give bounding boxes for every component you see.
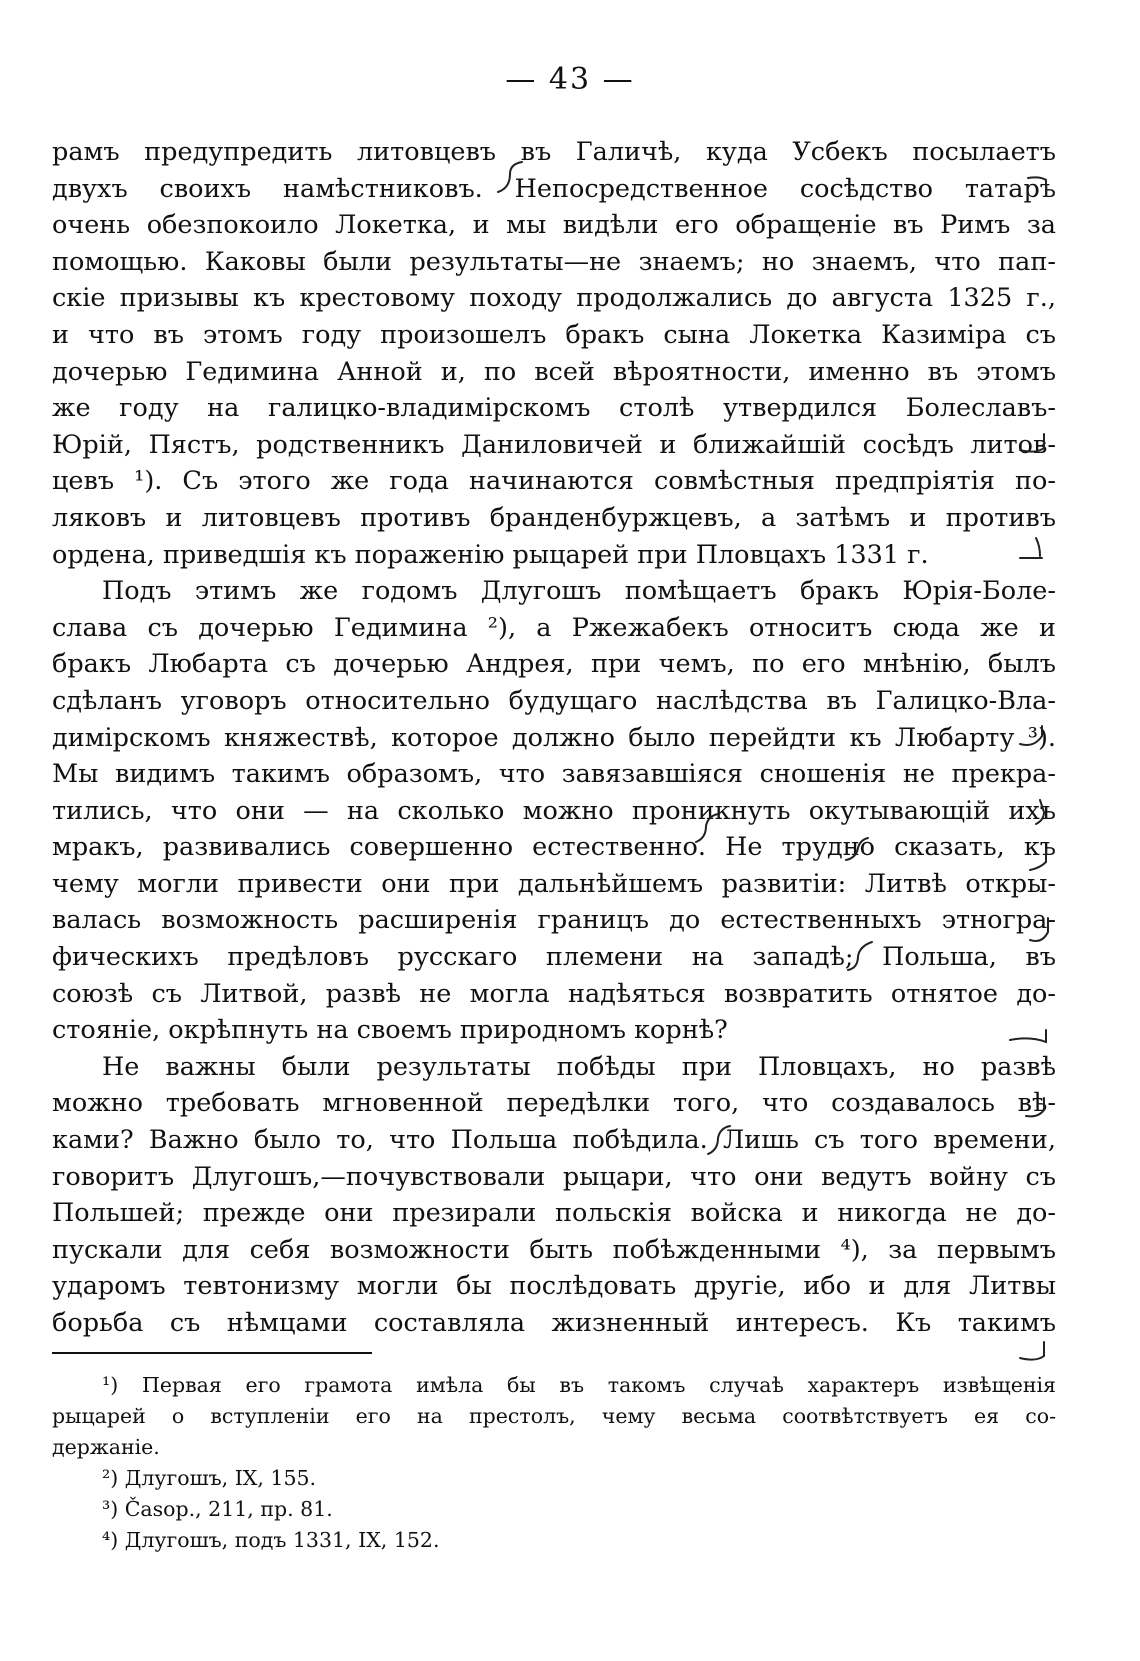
text-line: Польшей; прежде они презирали польскія войска и никогда не до-: [52, 1198, 1056, 1229]
text-line: валась возможность расширенія границъ до естественныхъ этногра-: [52, 905, 1056, 936]
text-line: цевъ ¹). Съ этого же года начинаются совмѣстныя предпріятія по-: [52, 466, 1056, 497]
text-line: помощью. Каковы были результаты—не знаемъ; но знаемъ, что пап-: [52, 246, 1056, 277]
bracket-mark: [1020, 1342, 1044, 1360]
text-line: очень обезпокоило Локетка, и мы видѣли его обращеніе въ Римъ за: [52, 210, 1056, 241]
footnote-line: ³) Časop., 211, пр. 81.: [102, 1497, 333, 1521]
footnote-line: ²) Длугошъ, IX, 155.: [102, 1466, 317, 1490]
text-line: Мы видимъ такимъ образомъ, что завязавшіяся сношенія не прекра-: [52, 759, 1056, 790]
text-line: дочерью Гедимина Анной и, по всей вѣроятности, именно въ этомъ: [52, 356, 1056, 387]
text-line: и что въ этомъ году произошелъ бракъ сына Локетка Казиміра съ: [52, 319, 1056, 350]
text-line: тились, что они — на сколько можно проникнуть окутывающій ихъ: [52, 795, 1056, 826]
text-line: пускали для себя возможности быть побѣжденными ⁴), за первымъ: [52, 1234, 1056, 1265]
text-line: борьба съ нѣмцами составляла жизненный интересъ. Къ такимъ: [52, 1308, 1056, 1338]
text-line: можно требовать мгновенной передѣлки того, что создавалось вѣ-: [52, 1088, 1056, 1119]
text-line: бракъ Любарта съ дочерью Андрея, при чемъ, по его мнѣнію, былъ: [52, 649, 1056, 680]
text-line: рамъ предупредить литовцевъ въ Галичѣ, куда Усбекъ посылаетъ: [52, 137, 1056, 167]
text-line: союзѣ съ Литвой, развѣ не могла надѣяться возвратить отнятое до-: [52, 978, 1056, 1009]
footnote-line: ¹) Первая его грамота имѣла бы въ такомъ случаѣ характеръ извѣщенія: [102, 1373, 1056, 1397]
text-line: ляковъ и литовцевъ противъ бранденбуржцевъ, а затѣмъ и противъ: [52, 502, 1056, 533]
text-line: ордена, приведшія къ пораженію рыцарей при Пловцахъ 1331 г.: [52, 539, 929, 570]
text-line: ударомъ тевтонизму могли бы послѣдовать другіе, ибо и для Литвы: [52, 1271, 1056, 1302]
footnotes: [52, 1370, 1056, 1556]
text-line: слава съ дочерью Гедимина ²), а Ржежабекъ относитъ сюда же и: [52, 612, 1056, 643]
text-line: мракъ, развивались совершенно естественно. Не трудно сказать, къ: [52, 832, 1056, 863]
page-number: — 43 —: [505, 62, 635, 97]
footnote-line: ⁴) Длугошъ, подъ 1331, IX, 152.: [102, 1528, 440, 1552]
text-line: скіе призывы къ крестовому походу продолжались до августа 1325 г.,: [52, 283, 1056, 314]
text-line: чему могли привести они при дальнѣйшемъ развитіи: Литвѣ откры-: [52, 868, 1056, 899]
text-line: фическихъ предѣловъ русскаго племени на западѣ; Польша, въ: [52, 942, 1056, 973]
text-line: сдѣланъ уговоръ относительно будущаго наслѣдства въ Галицко-Вла-: [52, 685, 1056, 716]
text-line: димірскомъ княжествѣ, которое должно было перейдти къ Любарту ³).: [52, 722, 1056, 753]
footnote-separator: [52, 1352, 372, 1354]
text-line: говоритъ Длугошъ,—почувствовали рыцари, что они ведутъ войну съ: [52, 1161, 1056, 1192]
text-line: двухъ своихъ намѣстниковъ. Непосредственное сосѣдство татаръ: [52, 173, 1056, 204]
text-line: ками? Важно было то, что Польша побѣдила. Лишь съ того времени,: [52, 1125, 1056, 1156]
text-line: стояніе, окрѣпнуть на своемъ природномъ корнѣ?: [52, 1015, 728, 1046]
footnote-line: рыцарей о вступленіи его на престолъ, чему весьма соотвѣтствуетъ ея со-: [52, 1404, 1056, 1428]
footnote-line: держаніе.: [52, 1435, 160, 1459]
text-line: Юрій, Пястъ, родственникъ Даниловичей и ближайшій сосѣдъ литов-: [52, 429, 1056, 460]
text-line: же году на галицко-владимірскомъ столѣ утвердился Болеславъ-: [52, 393, 1056, 424]
main-text: [52, 134, 1056, 1342]
text-line: Подъ этимъ же годомъ Длугошъ помѣщаетъ бракъ Юрія-Боле-: [102, 576, 1056, 607]
text-line: Не важны были результаты побѣды при Пловцахъ, но развѣ: [102, 1051, 1056, 1082]
